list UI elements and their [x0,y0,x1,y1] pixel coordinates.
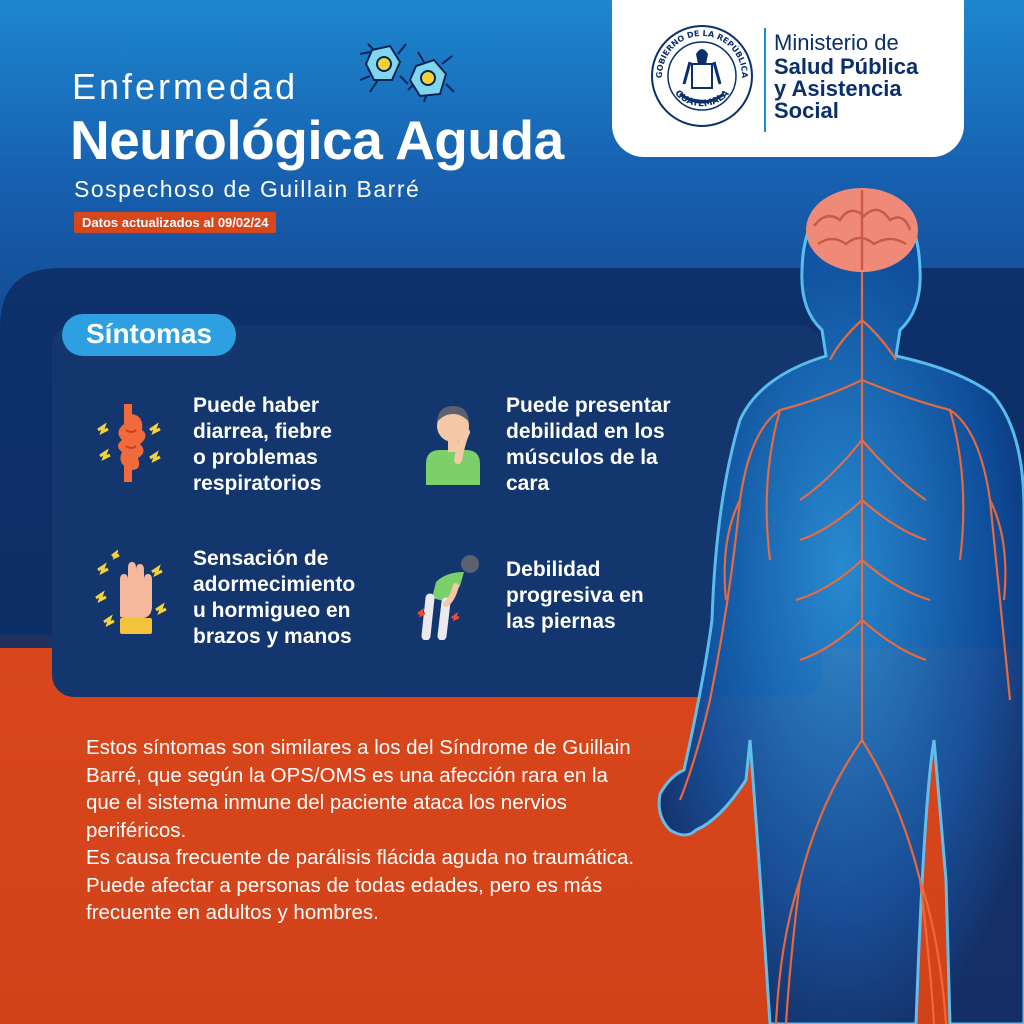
title-line-1: Enfermedad [72,66,299,107]
description-paragraph-1: Estos síntomas son similares a los del Síndrome de Guillain Barré, que según la OPS/OMS es una afección rara en la que el sistema inmune del paciente ataca los nervios periféricos. [86,736,631,842]
neuron-cells-icon [356,40,456,110]
guatemala-seal-icon [650,24,755,129]
ministry-name-line-4: Social [774,98,839,123]
ministry-logo-card [612,0,964,157]
face-weakness-icon [418,400,488,485]
leg-weakness-icon [412,552,492,640]
description-paragraph-2: Es causa frecuente de parálisis flácida aguda no traumática. Puede afectar a personas de todas edades, pero es más frecuente en adultos y hombres. [86,846,635,924]
ministry-name-line-1: Ministerio de [774,30,899,55]
tingling-hand-icon [90,550,175,640]
description-text [86,734,646,927]
date-badge: Datos actualizados al 09/02/24 [74,212,276,233]
ministry-name-line-2: Salud Pública [774,54,919,79]
symptom-2-text: Puede presentar debilidad en los músculos de la cara [506,394,671,495]
seal-bottom-text: GUATEMALA [672,88,732,110]
symptom-4-text: Debilidad progresiva en las piernas [506,558,644,633]
symptom-1-text: Puede haber diarrea, fiebre o problemas respiratorios [193,394,332,495]
intestine-icon [92,400,172,485]
seal-top-text: GOBIERNO DE LA REPÚBLICA [654,28,750,79]
nervous-system-body-illustration [600,180,1024,1024]
subtitle: Sospechoso de Guillain Barré [74,176,421,202]
symptom-3-text: Sensación de adormecimiento u hormigueo en brazos y manos [193,547,356,648]
symptoms-heading: Síntomas [62,314,236,356]
ministry-name-line-3: y Asistencia [774,76,902,101]
title-line-2: Neurológica Aguda [70,109,564,171]
ministry-divider [764,28,766,132]
svg-text:GUATEMALA [673,89,732,110]
